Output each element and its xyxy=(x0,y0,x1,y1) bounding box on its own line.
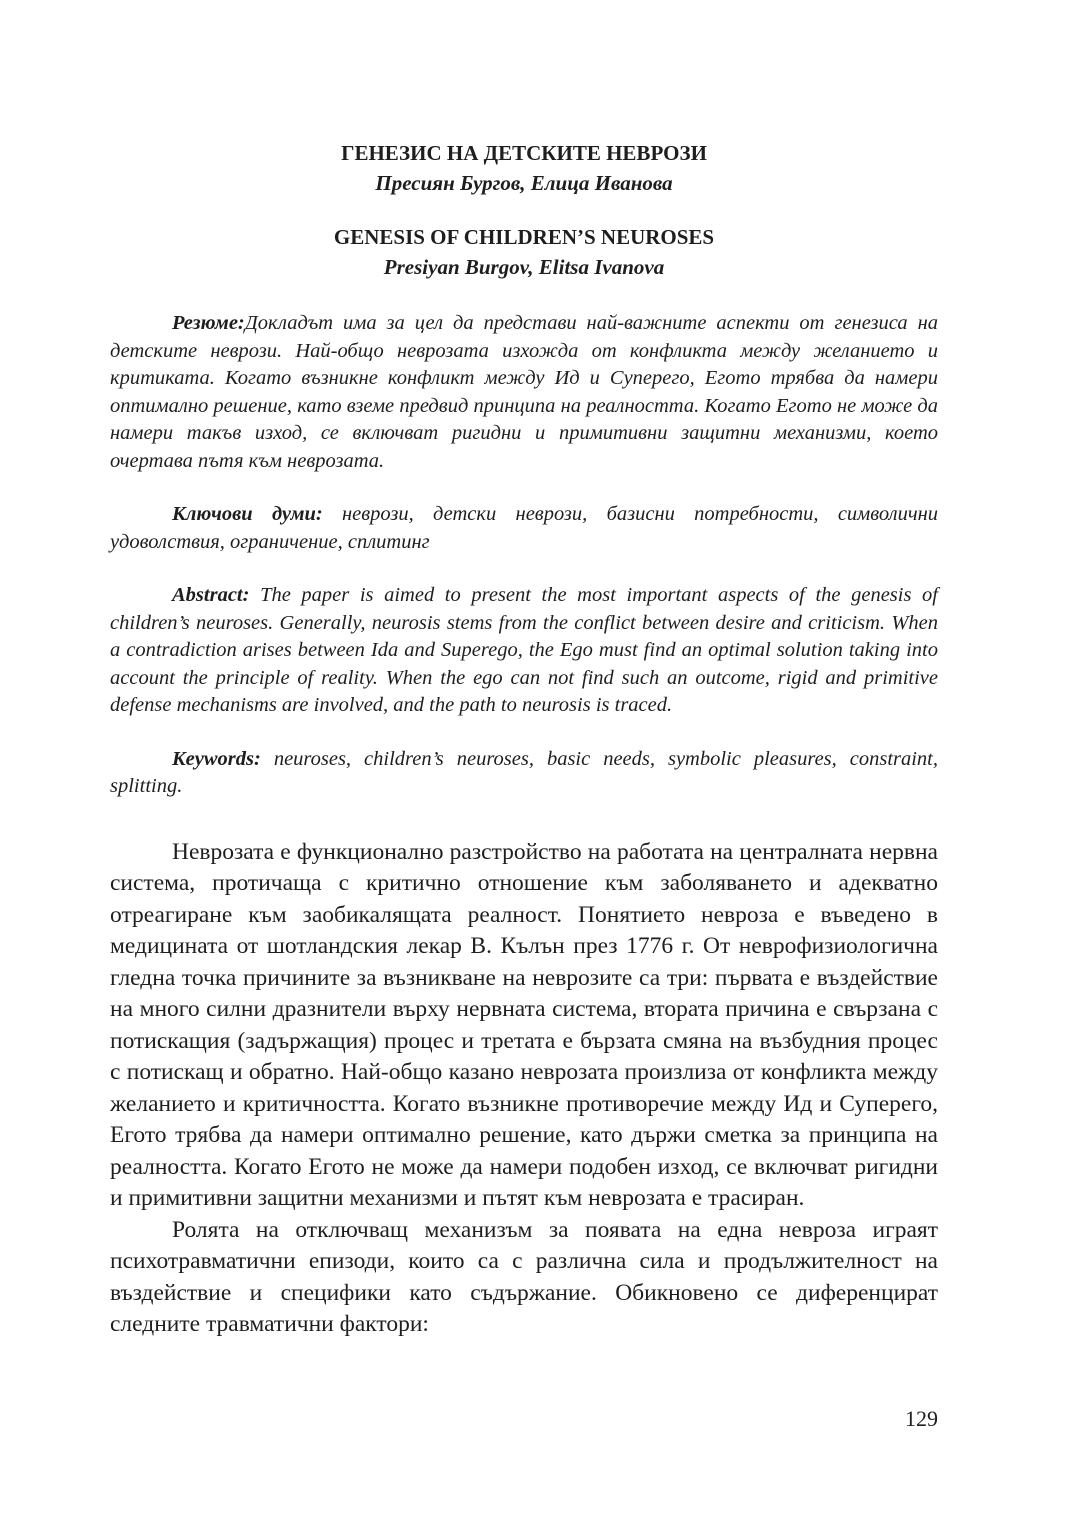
keywords-en xyxy=(110,746,938,801)
body-text xyxy=(110,837,938,1341)
keywords-bg xyxy=(110,501,938,556)
paper-page xyxy=(110,138,938,1341)
paper-title-bg: ГЕНЕЗИС НА ДЕТСКИТЕ НЕВРОЗИ xyxy=(341,141,707,165)
title-block-en xyxy=(110,222,938,282)
keywords-en-label: Keywords: xyxy=(172,747,261,770)
body-paragraph: Неврозата е функционално разстройство на работата на централната нервна система, протичаща с критично отношение към заболяването и адекватно отреагиране към заобикалящата реалност. Понятието невроза е въведено в медицината от шотландския лекар В. Кълън през 1776 г. От неврофизиологична гледна точка причините за възникване на неврозите са три: първата е въздействие на много силни дразнители върху нервната система, втората причина е свързана с потискащия (задържащия) процес и третата е бързата смяна на възбудния процес с потискащ и обратно. Най-общо казано неврозата произлиза от конфликта между желанието и критичността. Когато възникне противоречие между Ид и Суперего, Егото трябва да намери оптимално решение, като държи сметка за принципа на реалността. Когато Егото не може да намери подобен изход, се включват ригидни и примитивни защитни механизми и пътят към неврозата е трасиран. xyxy=(110,838,938,1211)
paper-authors-bg: Пресиян Бургов, Елица Иванова xyxy=(375,171,673,195)
paper-title-en: GENESIS OF CHILDREN’S NEUROSES xyxy=(333,225,715,249)
abstract-section xyxy=(110,310,938,801)
keywords-bg-text: неврози, детски неврози, базисни потребности, символични удоволствия, ограничение, сплитинг xyxy=(110,503,939,553)
paper-authors-en: Presiyan Burgov, Elitsa Ivanova xyxy=(383,255,665,279)
summary-bg xyxy=(110,310,938,475)
abstract-en-text: The paper is aimed to present the most important aspects of the genesis of children’s neuroses. Generally, neurosis stems from the conflict between desire and criticism. When a contradiction arises between Ida and Superego, the Ego must find an optimal solution taking into account the principle of reality. When the ego can not find such an outcome, rigid and primitive defense mechanisms are involved, and the path to neurosis is traced. xyxy=(110,584,938,716)
keywords-en-text: neuroses, children’s neuroses, basic needs, symbolic pleasures, constraint, splitting. xyxy=(110,747,939,797)
abstract-en xyxy=(110,582,938,720)
summary-bg-label: Резюме: xyxy=(172,312,245,334)
abstract-en-label: Abstract: xyxy=(172,584,250,606)
title-block-bg xyxy=(110,138,938,198)
keywords-bg-label: Ключови думи: xyxy=(172,503,323,525)
page-number: 129 xyxy=(905,1406,938,1431)
body-paragraph: Ролята на отключващ механизъм за появата на една невроза играят психотравматични епизоди, които са с различна сила и продължителност на въздействие и специфики като съдържание. Обикновено се диференцират следните травматични фактори: xyxy=(110,1216,938,1337)
summary-bg-text: Докладът има за цел да представи най-важните аспекти от генезиса на детските неврози. Най-общо неврозата изхожда от конфликта между желанието и критиката. Когато възникне конфликт между Ид и Суперего, Егото трябва да намери оптимално решение, като вземе предвид принципа на реалността. Когато Егото не може да намери такъв изход, се включват ригидни и примитивни защитни механизми, което очертава пътя към неврозата. xyxy=(110,312,938,472)
